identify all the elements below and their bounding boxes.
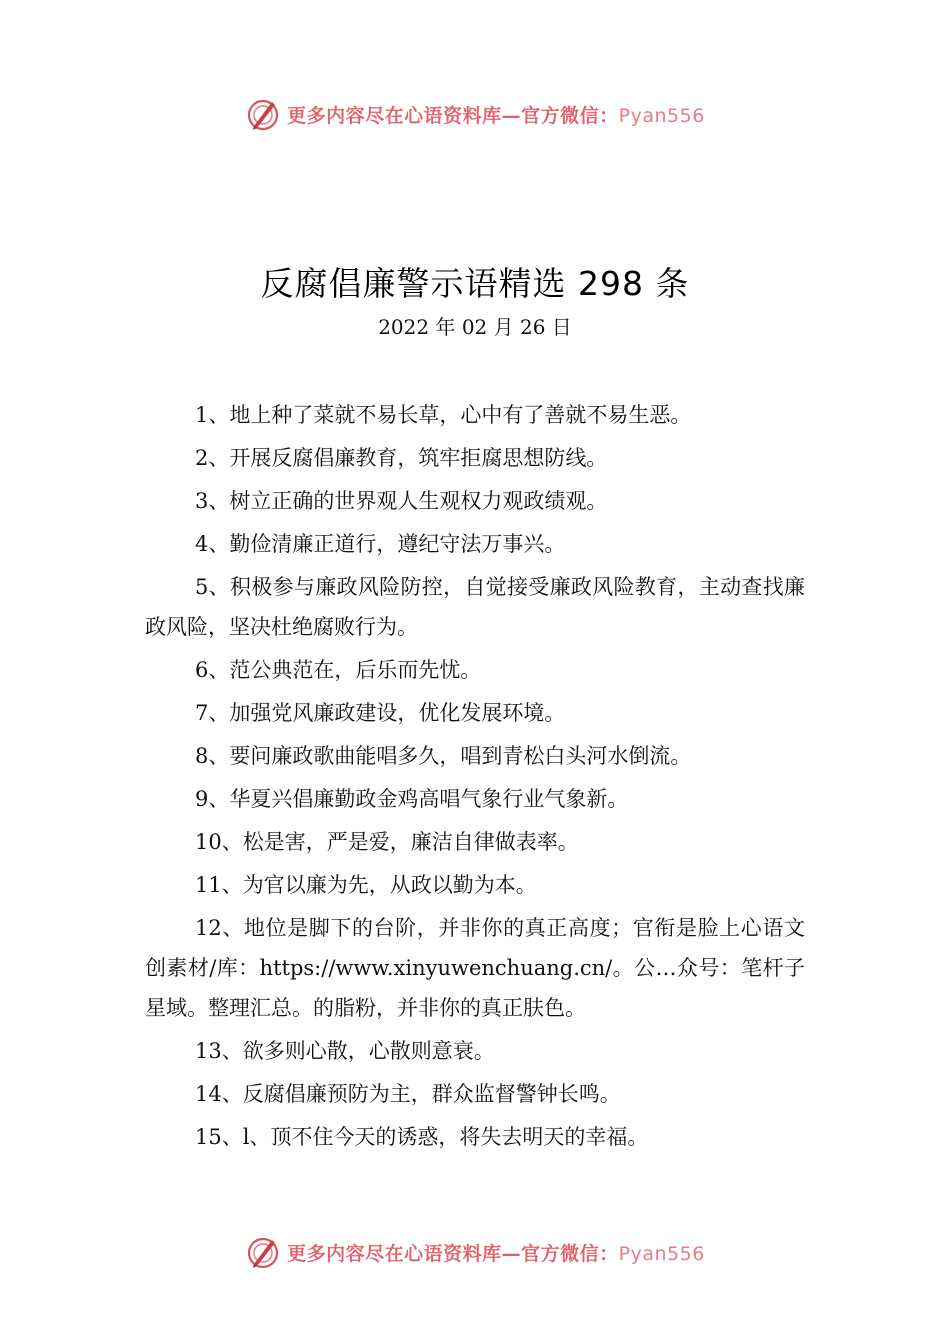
pen-logo-icon [245, 96, 281, 132]
slogan-list [145, 395, 805, 1160]
list-item: 11、为官以廉为先，从政以勤为本。 [195, 873, 537, 897]
list-item: 9、华夏兴倡廉勤政金鸡高唱气象行业气象新。 [195, 787, 629, 811]
list-item: 12、地位是脚下的台阶，并非你的真正高度；官衔是脸上心语文创素材/库：https://www.xinyuwenchuang.cn/。公…众号：笔杆子星域。整理汇总。的脂粉，并非你的真正肤色。 [145, 916, 805, 1020]
list-item: 14、反腐倡廉预防为主，群众监督警钟长鸣。 [195, 1082, 621, 1106]
list-item: 3、树立正确的世界观人生观权力观政绩观。 [195, 489, 608, 513]
list-item: 4、勤俭清廉正道行，遵纪守法万事兴。 [195, 532, 566, 556]
list-item: 13、欲多则心散，心散则意衰。 [195, 1039, 495, 1063]
list-item: 2、开展反腐倡廉教育，筑牢拒腐思想防线。 [195, 446, 608, 470]
watermark-id: Pyan556 [618, 1242, 705, 1265]
pen-logo-icon [245, 1234, 281, 1270]
document-date: 2022 年 02 月 26 日 [378, 315, 572, 339]
watermark-text: 更多内容尽在心语资料库—官方微信：Pyan556 [287, 1242, 705, 1265]
list-item: 6、范公典范在，后乐而先忧。 [195, 658, 482, 682]
watermark-text: 更多内容尽在心语资料库—官方微信：Pyan556 [287, 104, 705, 127]
document-title: 反腐倡廉警示语精选 298 条 [260, 264, 690, 303]
header-watermark [0, 94, 950, 134]
list-item: 7、加强党风廉政建设，优化发展环境。 [195, 701, 566, 725]
list-item: 8、要问廉政歌曲能唱多久，唱到青松白头河水倒流。 [195, 744, 692, 768]
watermark-id: Pyan556 [618, 104, 705, 127]
list-item: 15、l、顶不住今天的诱惑，将失去明天的幸福。 [195, 1125, 649, 1149]
list-item: 10、松是害，严是爱，廉洁自律做表率。 [195, 830, 579, 854]
list-item: 1、地上种了菜就不易长草，心中有了善就不易生恶。 [195, 403, 692, 427]
footer-watermark [0, 1232, 950, 1272]
list-item: 5、积极参与廉政风险防控，自觉接受廉政风险教育，主动查找廉政风险，坚决杜绝腐败行为。 [145, 575, 805, 639]
